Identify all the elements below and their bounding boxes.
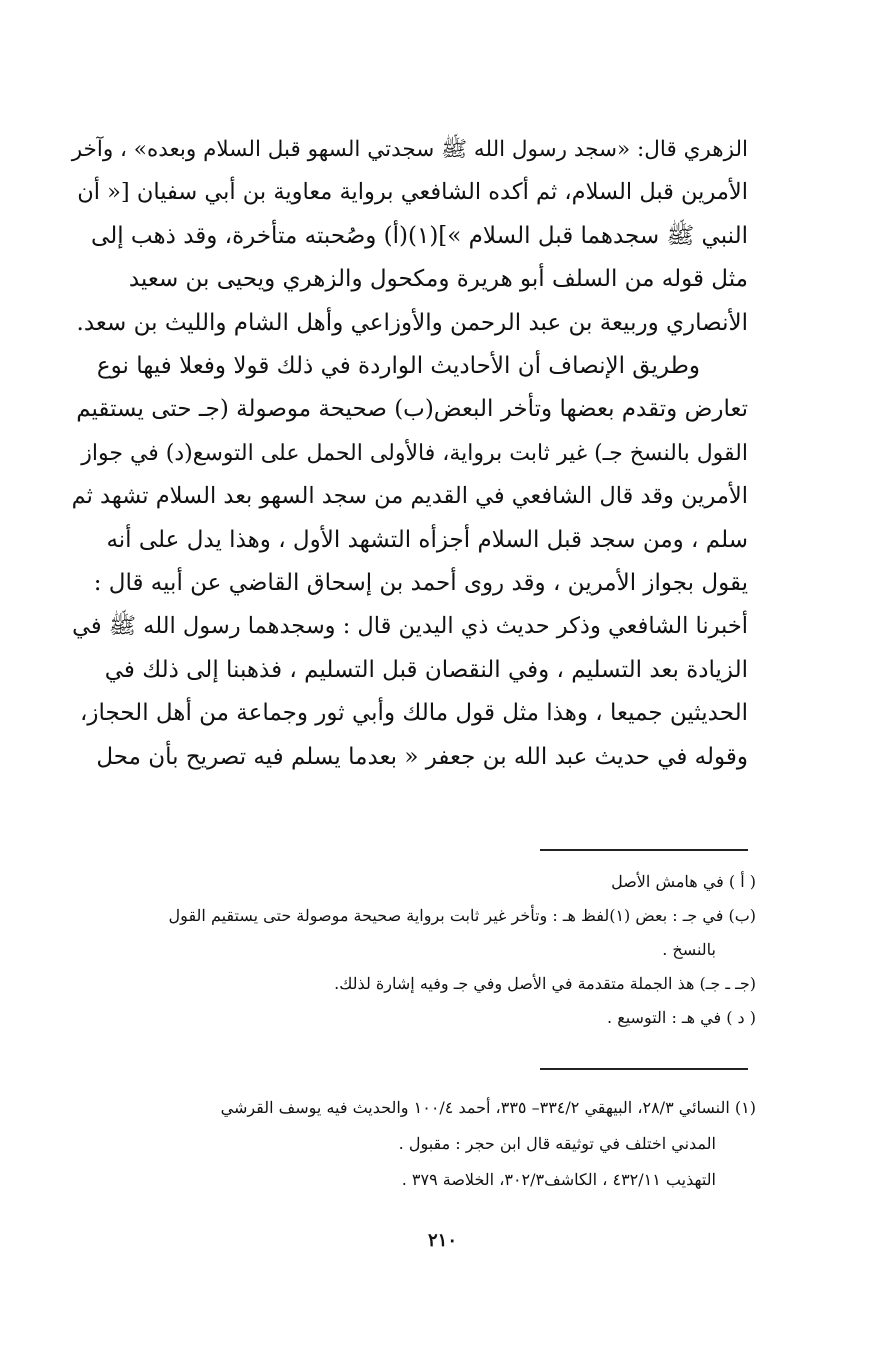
text-line: الأمرين قبل السلام، ثم أكده الشافعي برواية معاوية بن أبي سفيان [« أن (77, 179, 748, 206)
text-line: سلم ، ومن سجد قبل السلام أجزأه التشهد الأول ، وهذا يدل على أنه (106, 526, 748, 553)
text-line: الأمرين وقد قال الشافعي في القديم من سجد السهو بعد السلام تشهد ثم (71, 483, 748, 510)
text-line: الحديثين جميعا ، وهذا مثل قول مالك وأبي ثور وجماعة من أهل الحجاز، (79, 700, 748, 727)
text-line: تعارض وتقدم بعضها وتأخر البعض(ب) صحيحة موصولة (جـ حتى يستقيم (76, 396, 748, 423)
text-line: الزيادة بعد التسليم ، وفي النقصان قبل التسليم ، فذهبنا إلى ذلك في (104, 656, 748, 683)
text-line: أخبرنا الشافعي وذكر حديث ذي اليدين قال : وسجدهما رسول الله ﷺ في (72, 613, 748, 640)
reference-line: التهذيب ٤٣٢/١١ ، الكاشف٣٠٢/٣، الخلاصة ٣٧٩ . (401, 1170, 716, 1189)
note-line: (ب) في جـ : بعض (١)لفظ هـ : وتأخر غير ثابت برواية صحيحة موصولة حتى يستقيم القول (168, 906, 756, 925)
note-line: ( أ ) في هامش الأصل (611, 872, 756, 891)
page-number: ٢١٠ (427, 1230, 457, 1251)
text-line: وطريق الإنصاف أن الأحاديث الواردة في ذلك قولا وفعلا فيها نوع (96, 353, 700, 380)
note-line: ( د ) في هـ : التوسيع . (607, 1008, 756, 1027)
text-line: القول بالنسخ جـ) غير ثابت برواية، فالأولى الحمل على التوسع(د) في جواز (81, 440, 748, 466)
note-line: (جـ ـ جـ) هذ الجملة متقدمة في الأصل وفي جـ وفيه إشارة لذلك. (334, 974, 756, 993)
text-line: يقول بجواز الأمرين ، وقد روى أحمد بن إسحاق القاضي عن أبيه قال : (93, 570, 748, 597)
reference-line: المدني اختلف في توثيقه قال ابن حجر : مقبول . (398, 1134, 716, 1153)
reference-notes (72, 1090, 756, 1198)
text-line: الزهري قال: «سجد رسول الله ﷺ سجدتي السهو قبل السلام وبعده» ، وآخر (71, 137, 748, 162)
text-line: النبي ﷺ سجدهما قبل السلام »](١)(أ) وصُحبته متأخرة، وقد ذهب إلى (91, 222, 748, 249)
note-line: بالنسخ . (662, 940, 716, 959)
reference-divider (540, 1068, 748, 1070)
variant-notes (72, 865, 756, 1035)
reference-line: (١) النسائي ٢٨/٣، البيهقي ٣٣٤/٢– ٣٣٥، أحمد ١٠٠/٤ والحديث فيه يوسف القرشي (220, 1098, 756, 1117)
text-line: الأنصاري وربيعة بن عبد الرحمن والأوزاعي وأهل الشام والليث بن سعد. (76, 309, 748, 336)
footnote-divider (540, 849, 748, 851)
main-text (72, 128, 748, 779)
text-line: وقوله في حديث عبد الله بن جعفر « بعدما يسلم فيه تصريح بأن محل (96, 743, 748, 770)
text-line: مثل قوله من السلف أبو هريرة ومكحول والزهري ويحيى بن سعيد (128, 266, 748, 293)
